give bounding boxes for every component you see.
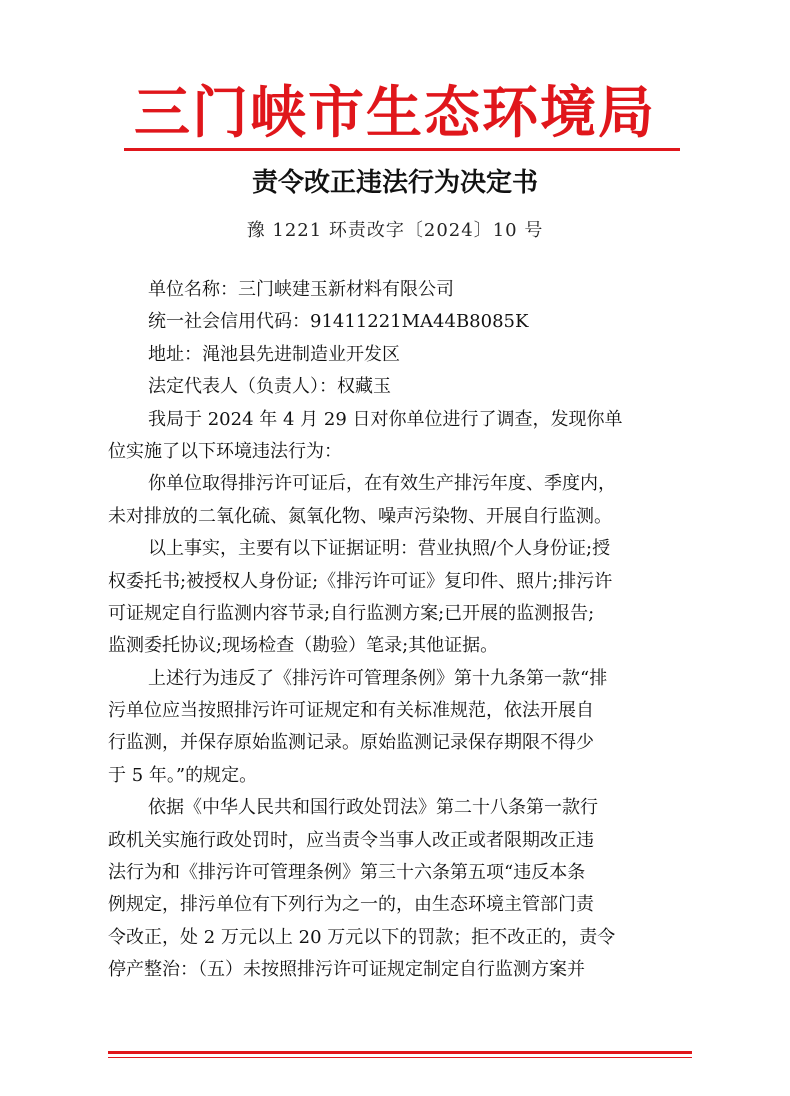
body-line: 监测委托协议;现场检查（勘验）笔录;其他证据。	[108, 635, 499, 657]
document-body	[108, 274, 696, 987]
body-line: 统一社会信用代码：91411221MA44B8085K	[148, 311, 529, 333]
body-line: 你单位取得排污许可证后，在有效生产排污年度、季度内，	[148, 473, 616, 495]
body-line: 权委托书;被授权人身份证;《排污许可证》复印件、照片;排污许	[108, 570, 613, 592]
body-line: 法定代表人（负责人）：权藏玉	[148, 376, 391, 398]
body-line: 法行为和《排污许可管理条例》第三十六条第五项“违反本条	[108, 862, 586, 884]
footer-divider-thick	[108, 1051, 692, 1054]
body-line: 单位名称：三门峡建玉新材料有限公司	[148, 279, 454, 300]
body-line: 上述行为违反了《排污许可管理条例》第十九条第一款“排	[148, 667, 608, 689]
body-line: 行监测，并保存原始监测记录。原始监测记录保存期限不得少	[108, 732, 594, 754]
header-divider-line	[124, 148, 680, 151]
body-line: 令改正，处 2 万元以上 20 万元以下的罚款；拒不改正的，责令	[108, 926, 616, 948]
body-line: 可证规定自行监测内容节录;自行监测方案;已开展的监测报告;	[108, 602, 595, 624]
body-line: 地址：渑池县先进制造业开发区	[148, 343, 400, 365]
body-line: 污单位应当按照排污许可证规定和有关标准规范，依法开展自	[108, 700, 594, 722]
issuing-authority-title: 三门峡市生态环境局	[134, 80, 656, 146]
body-line: 我局于 2024 年 4 月 29 日对你单位进行了调查，发现你单	[148, 408, 623, 430]
body-line: 以上事实，主要有以下证据证明：营业执照/个人身份证;授	[148, 538, 611, 560]
body-line: 例规定，排污单位有下列行为之一的，由生态环境主管部门责	[108, 894, 594, 916]
document-number: 豫 1221 环责改字〔2024〕10 号	[246, 220, 544, 241]
body-line: 于 5 年。”的规定。	[108, 764, 258, 786]
body-line: 位实施了以下环境违法行为：	[108, 440, 342, 462]
body-line: 依据《中华人民共和国行政处罚法》第二十八条第一款行	[148, 797, 598, 819]
body-line: 未对排放的二氧化硫、氮氧化物、噪声污染物、开展自行监测。	[108, 505, 612, 527]
body-line: 政机关实施行政处罚时，应当责令当事人改正或者限期改正违	[108, 829, 594, 851]
body-line: 停产整治：（五）未按照排污许可证规定制定自行监测方案并	[108, 959, 585, 981]
document-title: 责令改正违法行为决定书	[251, 168, 538, 198]
footer-divider-thin	[108, 1057, 692, 1058]
